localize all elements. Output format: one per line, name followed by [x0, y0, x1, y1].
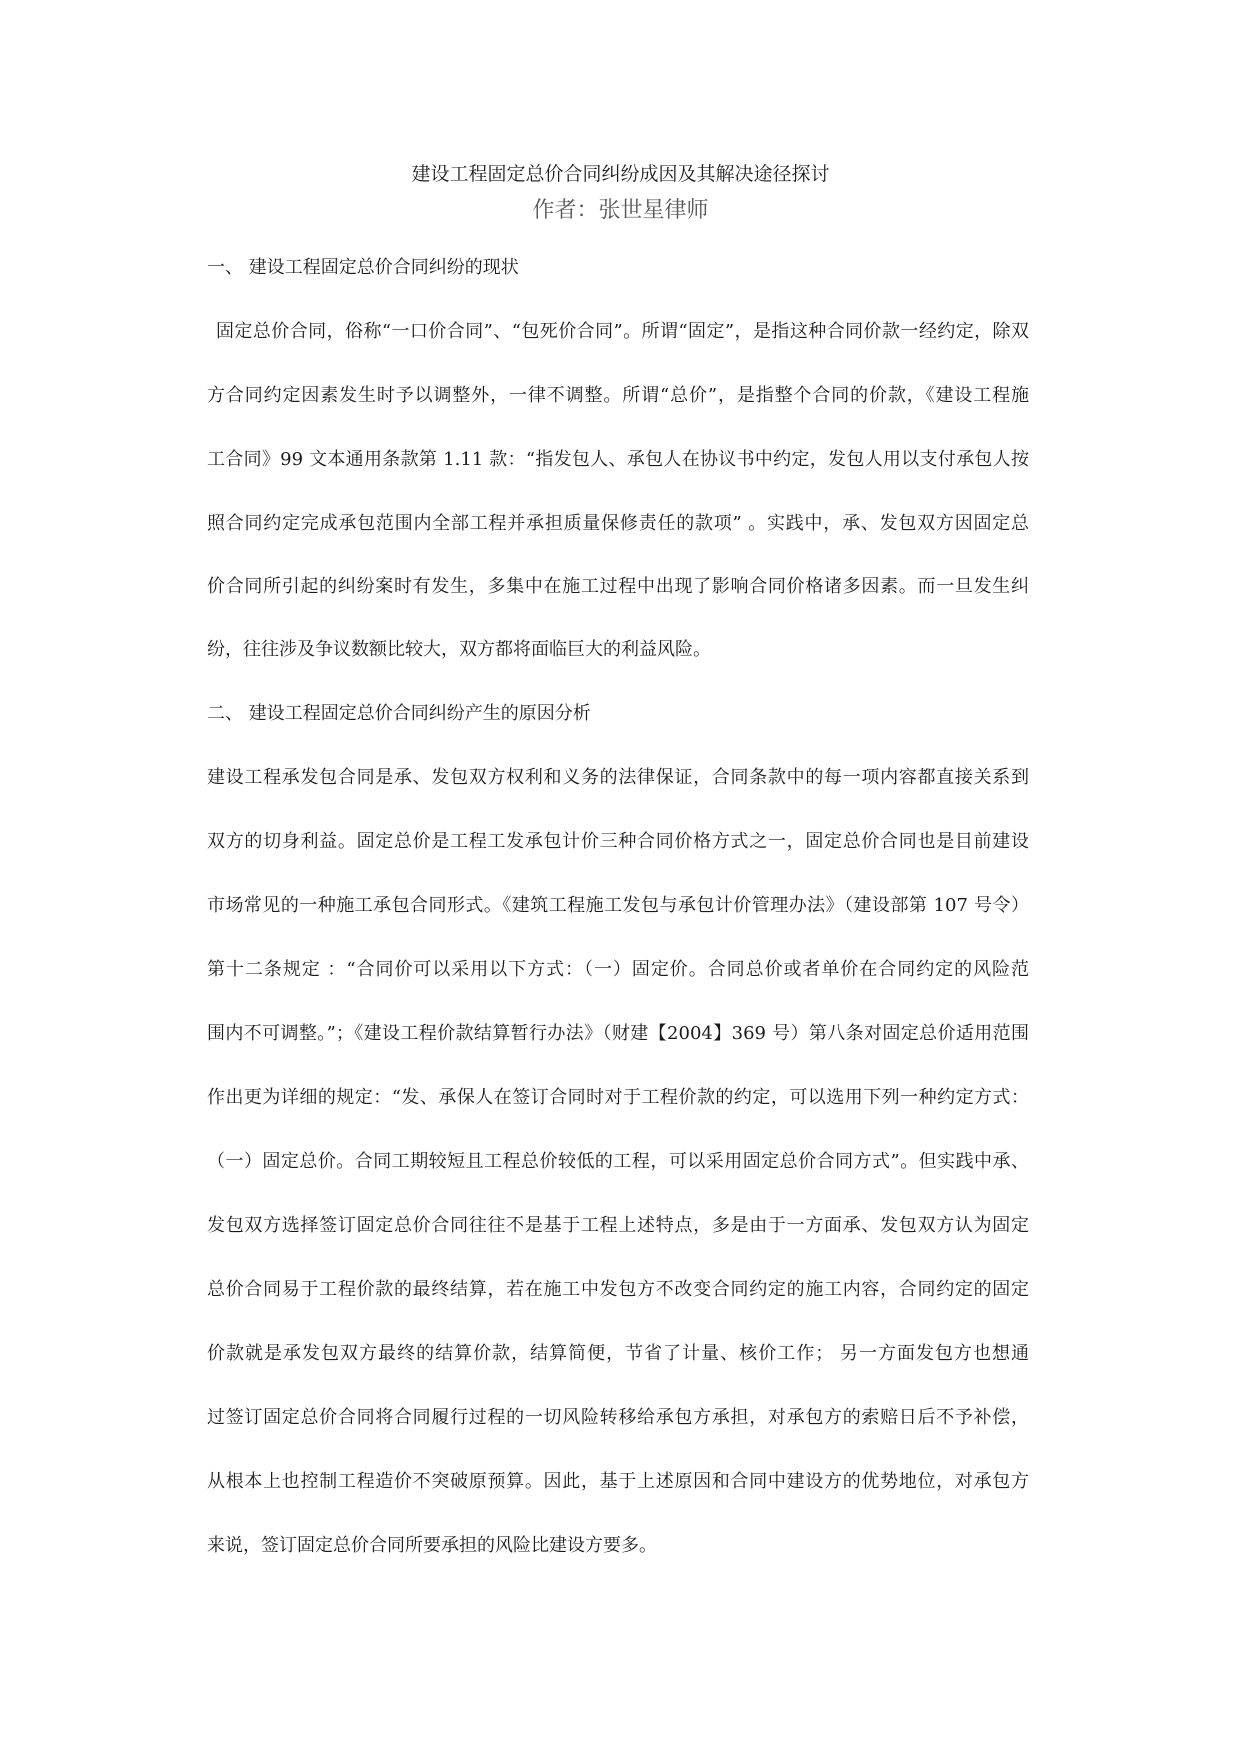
- paragraph-line: 照合同约定完成承包范围内全部工程并承担质量保修责任的款项” 。实践中，承、发包双方因固定总: [207, 513, 1029, 534]
- paragraph-line: （一）固定总价。合同工期较短且工程总价较低的工程，可以采用固定总价合同方式”。但实践中承、: [207, 1151, 1029, 1172]
- paragraph-line: 发包双方选择签订固定总价合同往往不是基于工程上述特点，多是由于一方面承、发包双方认为固定: [207, 1215, 1029, 1236]
- paragraph-line: 总价合同易于工程价款的最终结算，若在施工中发包方不改变合同约定的施工内容，合同约定的固定: [207, 1279, 1029, 1300]
- paragraph-line: 方合同约定因素发生时予以调整外，一律不调整。所谓“总价”，是指整个合同的价款，《建设工程施: [207, 385, 1029, 406]
- paragraph-line: 作出更为详细的规定：“发、承保人在签订合同时对于工程价款的约定，可以选用下列一种约定方式：: [207, 1087, 1029, 1108]
- paragraph-line: 固定总价合同，俗称“一口价合同”、“包死价合同”。所谓“固定”，是指这种合同价款一经约定，除双: [216, 321, 1029, 342]
- paragraph-line: 建设工程承发包合同是承、发包双方权利和义务的法律保证，合同条款中的每一项内容都直接关系到: [207, 767, 1029, 788]
- paragraph-line: 价合同所引起的纠纷案时有发生，多集中在施工过程中出现了影响合同价格诸多因素。而一旦发生纠: [207, 576, 1029, 597]
- paragraph-line: 围内不可调整。”；《建设工程价款结算暂行办法》（财建【2004】369 号）第八条对固定总价适用范围: [207, 1023, 1029, 1044]
- section-heading-1: 一、 建设工程固定总价合同纠纷的现状: [207, 257, 519, 278]
- section-heading-2: 二、 建设工程固定总价合同纠纷产生的原因分析: [207, 703, 591, 724]
- paragraph-line: 纷，往往涉及争议数额比较大，双方都将面临巨大的利益风险。: [207, 639, 711, 660]
- paragraph-line: 双方的切身利益。固定总价是工程工发承包计价三种合同价格方式之一，固定总价合同也是目前建设: [207, 831, 1029, 852]
- paragraph-line: 从根本上也控制工程造价不突破原预算。因此，基于上述原因和合同中建设方的优势地位，对承包方: [207, 1471, 1029, 1492]
- document-title: 建设工程固定总价合同纠纷成因及其解决途径探讨: [411, 163, 830, 185]
- paragraph-line: 过签订固定总价合同将合同履行过程的一切风险转移给承包方承担，对承包方的索赔日后不予补偿，: [207, 1407, 1029, 1428]
- paragraph-line: 工合同》99 文本通用条款第 1.11 款：“指发包人、承包人在协议书中约定，发包人用以支付承包人按: [207, 449, 1029, 470]
- paragraph-line: 市场常见的一种施工承包合同形式。《建筑工程施工发包与承包计价管理办法》（建设部第 107 号令）: [207, 895, 1029, 916]
- paragraph-line: 第十二条规定 ：“合同价可以采用以下方式：（一）固定价。合同总价或者单价在合同约定的风险范: [207, 959, 1029, 980]
- paragraph-line: 来说，签订固定总价合同所要承担的风险比建设方要多。: [207, 1535, 657, 1556]
- paragraph-line: 价款就是承发包双方最终的结算价款，结算简便，节省了计量、核价工作； 另一方面发包方也想通: [207, 1343, 1029, 1364]
- document-author: 作者：张世星律师: [532, 198, 709, 223]
